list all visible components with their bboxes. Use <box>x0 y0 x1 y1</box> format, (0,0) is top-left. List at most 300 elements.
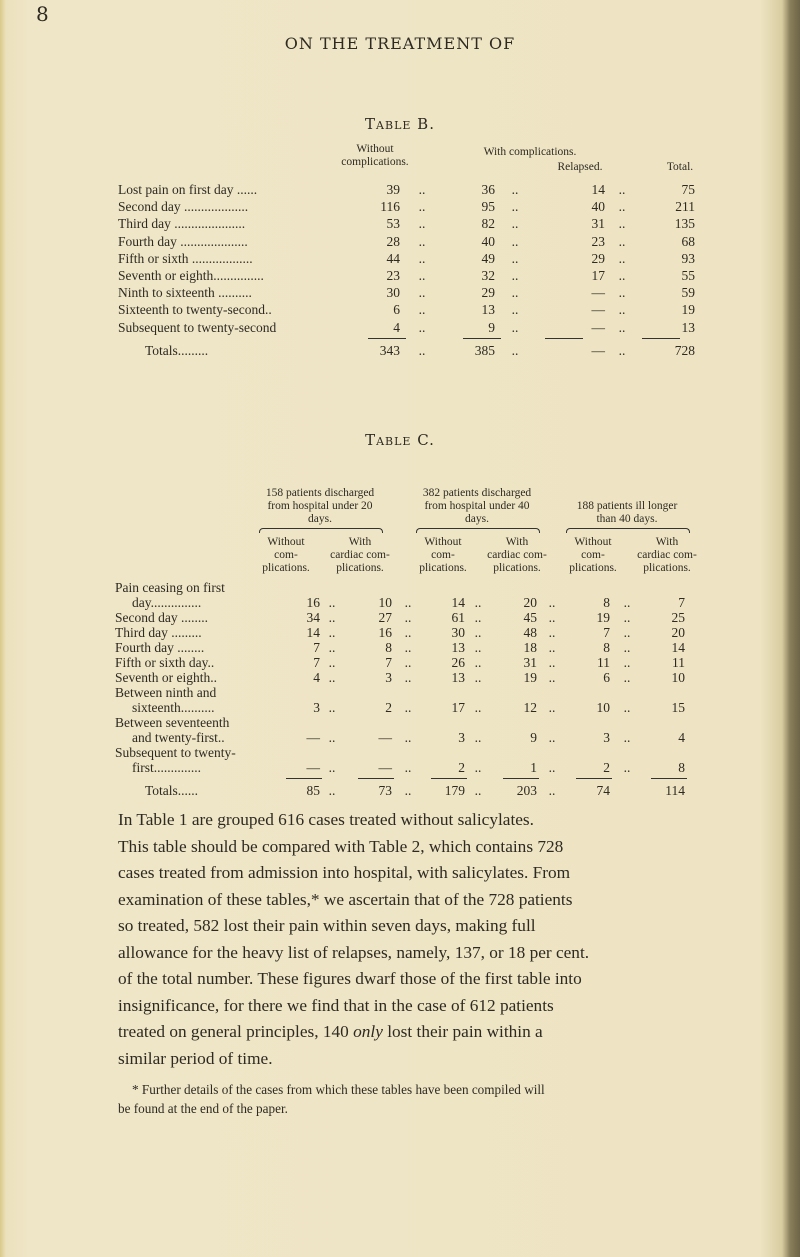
cell-value: 15 <box>671 700 685 715</box>
brace <box>566 528 690 533</box>
header-line: days. <box>465 513 489 525</box>
text-segment: lost their pain within a <box>382 1022 543 1041</box>
table-row <box>270 670 690 685</box>
leader-dots: .. <box>418 182 426 197</box>
cell-value: 3 <box>458 730 465 745</box>
brace <box>416 528 540 533</box>
total-rule <box>576 778 612 779</box>
cell-value: 16 <box>306 595 320 610</box>
subheader-with <box>323 536 397 575</box>
header-line: cardiac com- <box>487 549 547 561</box>
subheader-with <box>630 536 704 575</box>
row-label: Subsequent to twenty- <box>115 745 236 760</box>
row-label: Between seventeenth <box>115 715 230 730</box>
table-b-title: Table B. <box>365 115 435 133</box>
header-line: 382 patients discharged <box>422 487 532 499</box>
leader-dots: .. <box>548 760 556 775</box>
header-line: Without <box>574 536 612 548</box>
row-label-line <box>0 700 215 715</box>
header-line: plications. <box>643 562 691 574</box>
cell-value: 17 <box>451 700 465 715</box>
cell-value: 13 <box>681 319 695 335</box>
text-line: In Table 1 are grouped 616 cases treated without salicylates. <box>118 810 534 829</box>
leader-dots: .. <box>418 216 426 232</box>
row-label: Totals...... <box>145 783 199 798</box>
cell-value: 8 <box>603 595 610 610</box>
cell-value: 3 <box>313 700 320 715</box>
cell-value: 85 <box>306 783 320 798</box>
leader-dots: .. <box>328 595 336 610</box>
cell-value: 40 <box>591 199 605 215</box>
cell-value: 211 <box>675 199 695 215</box>
cell-value: 9 <box>488 319 495 335</box>
cell-value: 1 <box>530 760 537 775</box>
row-label-line <box>0 625 202 640</box>
row-label-line <box>0 715 230 730</box>
cell-value: — <box>591 343 605 358</box>
leader-dots: .. <box>548 595 556 610</box>
leader-dots: .. <box>511 199 519 215</box>
brace <box>259 528 383 533</box>
table-row <box>270 760 690 775</box>
leader-dots: .. <box>618 199 626 215</box>
leader-dots: .. <box>511 216 519 232</box>
row-label-line <box>0 655 215 670</box>
cell-value: 203 <box>516 783 537 798</box>
row-label-line <box>0 640 205 655</box>
cell-value: 7 <box>313 640 320 655</box>
cell-value: 12 <box>523 700 537 715</box>
leader-dots: .. <box>328 625 336 640</box>
header-line: cardiac com- <box>330 549 390 561</box>
leader-dots: .. <box>618 285 626 301</box>
row-label: Third day ..................... <box>118 216 246 232</box>
subheader-without <box>410 536 476 575</box>
cell-value: 7 <box>385 655 392 670</box>
leader-dots: .. <box>328 700 336 715</box>
cell-value: 14 <box>451 595 465 610</box>
header-line: complications. <box>341 156 409 168</box>
total-rule <box>503 778 539 779</box>
header-line: With <box>348 536 372 548</box>
row-label: sixteenth.......... <box>132 700 215 715</box>
page-number: 8 <box>36 2 49 26</box>
totals-row <box>0 343 800 358</box>
emphasis-text: only <box>353 1022 383 1041</box>
cell-value: 14 <box>671 640 685 655</box>
cell-value: 10 <box>671 670 685 685</box>
leader-dots: .. <box>548 700 556 715</box>
leader-dots: .. <box>474 783 482 798</box>
table-c-title: Table C. <box>365 431 435 449</box>
running-head: ON THE TREATMENT OF <box>284 34 516 53</box>
row-label: Fifth or sixth day.. <box>115 655 215 670</box>
cell-value: 13 <box>481 302 495 318</box>
leader-dots: .. <box>474 625 482 640</box>
header-without <box>330 143 420 169</box>
cell-value: 3 <box>385 670 392 685</box>
leader-dots: .. <box>404 625 412 640</box>
cell-value: 27 <box>378 610 392 625</box>
leader-dots: .. <box>623 610 631 625</box>
subheader-without <box>560 536 626 575</box>
leader-dots: .. <box>623 760 631 775</box>
leader-dots: .. <box>511 233 519 249</box>
cell-value: 7 <box>313 655 320 670</box>
header-line: plications. <box>419 562 467 574</box>
row-label-line <box>0 580 225 595</box>
cell-value: 93 <box>681 250 695 266</box>
cell-value: 32 <box>481 268 495 283</box>
leader-dots: .. <box>418 302 426 318</box>
table-row <box>0 216 800 231</box>
cell-value: 20 <box>671 625 685 640</box>
leader-dots: .. <box>511 319 519 335</box>
table-row <box>0 285 800 300</box>
row-label: Pain ceasing on first <box>115 580 225 595</box>
leader-dots: .. <box>418 250 426 266</box>
table-row <box>0 199 800 214</box>
cell-value: 18 <box>523 640 537 655</box>
leader-dots: .. <box>474 655 482 670</box>
leader-dots: .. <box>623 595 631 610</box>
cell-value: 73 <box>378 783 392 798</box>
text-line: This table should be compared with Table 2, which contains 728 <box>118 836 564 856</box>
cell-value: 14 <box>591 182 605 197</box>
leader-dots: .. <box>548 625 556 640</box>
row-label: Second day ........ <box>115 610 208 625</box>
group-header <box>245 487 395 526</box>
text-segment: treated on general principles, 140 <box>118 1022 354 1041</box>
header-line: Without <box>356 143 394 155</box>
cell-value: 45 <box>523 610 537 625</box>
table-row <box>270 655 690 670</box>
leader-dots: .. <box>548 783 556 798</box>
cell-value: 3 <box>603 730 610 745</box>
cell-value: 728 <box>674 343 695 358</box>
row-label: Sixteenth to twenty-second.. <box>118 302 272 318</box>
leader-dots: .. <box>623 700 631 715</box>
leader-dots: .. <box>548 670 556 685</box>
leader-dots: .. <box>404 760 412 775</box>
leader-dots: .. <box>474 760 482 775</box>
footnote <box>118 1080 545 1118</box>
header-with-complications: With complications. <box>483 146 577 158</box>
row-label: Totals......... <box>145 343 209 358</box>
leader-dots: .. <box>548 730 556 745</box>
leader-dots: .. <box>618 302 626 318</box>
header-line: from hospital under 20 <box>267 500 373 512</box>
header-line: com- <box>431 549 455 561</box>
leader-dots: .. <box>328 670 336 685</box>
cell-value: — <box>378 730 392 745</box>
total-rule <box>463 338 501 339</box>
leader-dots: .. <box>418 319 426 335</box>
leader-dots: .. <box>618 250 626 266</box>
footnote-line: * Further details of the cases from which these tables have been compiled will <box>132 1082 545 1097</box>
cell-value: 10 <box>378 595 392 610</box>
cell-value: 20 <box>523 595 537 610</box>
cell-value: 19 <box>681 302 695 318</box>
body-paragraph <box>118 807 778 1072</box>
cell-value: 2 <box>385 700 392 715</box>
cell-value: 61 <box>451 610 465 625</box>
header-line: com- <box>274 549 298 561</box>
cell-value: 8 <box>385 640 392 655</box>
cell-value: 7 <box>603 625 610 640</box>
cell-value: 135 <box>674 216 695 232</box>
cell-value: 11 <box>597 655 610 670</box>
row-label: Fourth day ........ <box>115 640 205 655</box>
cell-value: 23 <box>386 268 400 283</box>
table-row <box>0 234 800 249</box>
cell-value: 29 <box>591 250 605 266</box>
leader-dots: .. <box>418 343 426 358</box>
cell-value: 114 <box>665 783 685 798</box>
header-line: plications. <box>493 562 541 574</box>
leader-dots: .. <box>623 640 631 655</box>
cell-value: 6 <box>393 302 400 318</box>
cell-value: 2 <box>458 760 465 775</box>
cell-value: 8 <box>603 640 610 655</box>
row-label-line <box>0 595 202 610</box>
table-row <box>270 730 690 745</box>
cell-value: 95 <box>481 199 495 215</box>
header-line: 158 patients discharged <box>265 487 375 499</box>
leader-dots: .. <box>418 199 426 215</box>
leader-dots: .. <box>618 216 626 232</box>
text-line: so treated, 582 lost their pain within seven days, making full <box>118 916 536 935</box>
leader-dots: .. <box>404 610 412 625</box>
header-line: com- <box>581 549 605 561</box>
leader-dots: .. <box>418 268 426 283</box>
table-row <box>270 610 690 625</box>
cell-value: — <box>378 760 392 775</box>
table-row <box>0 320 800 335</box>
cell-value: 75 <box>681 182 695 197</box>
header-line: cardiac com- <box>637 549 697 561</box>
table-row <box>270 640 690 655</box>
text-line: insignificance, for there we find that in the case of 612 patients <box>118 995 554 1015</box>
row-label: Ninth to sixteenth .......... <box>118 285 252 301</box>
cell-value: 9 <box>530 730 537 745</box>
leader-dots: .. <box>511 182 519 197</box>
leader-dots: .. <box>404 595 412 610</box>
row-label-line <box>0 685 217 700</box>
cell-value: — <box>306 760 320 775</box>
cell-value: — <box>591 302 605 318</box>
header-line: With <box>655 536 679 548</box>
cell-value: 74 <box>596 783 610 798</box>
leader-dots: .. <box>328 730 336 745</box>
cell-value: 4 <box>393 319 400 335</box>
cell-value: 4 <box>678 730 685 745</box>
leader-dots: .. <box>404 640 412 655</box>
row-label-line <box>0 730 225 745</box>
cell-value: 13 <box>451 670 465 685</box>
cell-value: 31 <box>523 655 537 670</box>
leader-dots: .. <box>418 285 426 301</box>
header-total: Total. <box>666 161 694 173</box>
leader-dots: .. <box>511 285 519 301</box>
leader-dots: .. <box>548 610 556 625</box>
total-rule <box>286 778 322 779</box>
table-row <box>270 700 690 715</box>
group-header <box>402 487 552 526</box>
text-line: of the total number. These figures dwarf those of the first table into <box>118 969 582 988</box>
total-rule <box>368 338 406 339</box>
leader-dots: .. <box>474 700 482 715</box>
leader-dots: .. <box>328 760 336 775</box>
row-label: and twenty-first.. <box>132 730 225 745</box>
text-line: cases treated from admission into hospital, with salicylates. From <box>118 863 571 882</box>
header-line: plications. <box>336 562 384 574</box>
leader-dots: .. <box>474 670 482 685</box>
text-line: allowance for the heavy list of relapses, namely, 137, or 18 per cent. <box>118 942 590 962</box>
leader-dots: .. <box>328 655 336 670</box>
leader-dots: .. <box>404 700 412 715</box>
table-row <box>270 625 690 640</box>
leader-dots: .. <box>474 640 482 655</box>
leader-dots: .. <box>328 783 336 798</box>
cell-value: 8 <box>678 760 685 775</box>
leader-dots: .. <box>623 730 631 745</box>
header-line: plications. <box>569 562 617 574</box>
leader-dots: .. <box>618 319 626 335</box>
text-line: examination of these tables,* we ascertain that of the 728 patients <box>118 889 573 909</box>
cell-value: 82 <box>481 216 495 232</box>
group-header <box>552 500 702 526</box>
cell-value: 44 <box>386 250 400 266</box>
table-row <box>0 251 800 266</box>
leader-dots: .. <box>511 302 519 318</box>
footnote-line: be found at the end of the paper. <box>118 1101 288 1116</box>
leader-dots: .. <box>623 670 631 685</box>
row-label: Fourth day .................... <box>118 233 248 249</box>
leader-dots: .. <box>404 783 412 798</box>
cell-value: 39 <box>386 182 400 197</box>
row-label-line <box>0 670 217 685</box>
cell-value: 31 <box>591 216 605 232</box>
leader-dots: .. <box>623 655 631 670</box>
cell-value: 28 <box>386 233 400 249</box>
table-row <box>0 302 800 317</box>
leader-dots: .. <box>618 343 626 358</box>
header-line: 188 patients ill longer <box>576 500 678 512</box>
row-label: Third day ......... <box>115 625 202 640</box>
leader-dots: .. <box>474 730 482 745</box>
row-label-line <box>0 610 208 625</box>
leader-dots: .. <box>511 250 519 266</box>
header-relapsed: Relapsed. <box>557 161 603 173</box>
header-line: from hospital under 40 <box>424 500 530 512</box>
header-line: Without <box>267 536 305 548</box>
cell-value: 10 <box>596 700 610 715</box>
leader-dots: .. <box>418 233 426 249</box>
cell-value: 36 <box>481 182 495 197</box>
leader-dots: .. <box>404 730 412 745</box>
text-line <box>118 1019 778 1046</box>
row-label: first.............. <box>132 760 201 775</box>
total-rule <box>545 338 583 339</box>
cell-value: 30 <box>451 625 465 640</box>
leader-dots: .. <box>548 640 556 655</box>
cell-value: 19 <box>596 610 610 625</box>
cell-value: 4 <box>313 670 320 685</box>
cell-value: 11 <box>672 655 685 670</box>
leader-dots: .. <box>404 655 412 670</box>
cell-value: — <box>591 319 605 335</box>
cell-value: 53 <box>386 216 400 232</box>
cell-value: 13 <box>451 640 465 655</box>
cell-value: 55 <box>681 268 695 283</box>
leader-dots: .. <box>623 625 631 640</box>
row-label: day............... <box>132 595 202 610</box>
row-label: Seventh or eighth.. <box>115 670 217 685</box>
text-line: similar period of time. <box>118 1048 273 1068</box>
leader-dots: .. <box>404 670 412 685</box>
cell-value: 19 <box>523 670 537 685</box>
cell-value: — <box>591 285 605 301</box>
leader-dots: .. <box>328 640 336 655</box>
cell-value: 179 <box>444 783 465 798</box>
header-line: plications. <box>262 562 310 574</box>
row-label-line <box>0 760 201 775</box>
cell-value: 2 <box>603 760 610 775</box>
cell-value: 40 <box>481 233 495 249</box>
cell-value: 25 <box>671 610 685 625</box>
table-row <box>0 182 800 197</box>
header-line: With <box>505 536 529 548</box>
cell-value: 68 <box>681 233 695 249</box>
cell-value: 116 <box>380 199 400 215</box>
cell-value: 17 <box>591 268 605 283</box>
cell-value: 23 <box>591 233 605 249</box>
subheader-with <box>480 536 554 575</box>
total-rule <box>651 778 687 779</box>
row-label: Lost pain on first day ...... <box>118 182 258 197</box>
cell-value: 7 <box>678 595 685 610</box>
table-row <box>270 595 690 610</box>
total-rule <box>358 778 394 779</box>
totals-row <box>0 783 800 798</box>
row-label: Fifth or sixth .................. <box>118 250 253 266</box>
cell-value: 30 <box>386 285 400 301</box>
leader-dots: .. <box>618 268 626 283</box>
leader-dots: .. <box>548 655 556 670</box>
total-rule <box>431 778 467 779</box>
cell-value: — <box>306 730 320 745</box>
cell-value: 16 <box>378 625 392 640</box>
header-line: Without <box>424 536 462 548</box>
leader-dots: .. <box>511 343 519 358</box>
cell-value: 385 <box>474 343 495 358</box>
header-line: days. <box>308 513 332 525</box>
header-line: than 40 days. <box>596 513 658 525</box>
cell-value: 59 <box>681 285 695 301</box>
cell-value: 48 <box>523 625 537 640</box>
leader-dots: .. <box>618 233 626 249</box>
leader-dots: .. <box>618 182 626 197</box>
cell-value: 49 <box>481 250 495 266</box>
cell-value: 6 <box>603 670 610 685</box>
row-label-line <box>0 745 236 760</box>
row-label: Between ninth and <box>115 685 217 700</box>
row-label: Seventh or eighth............... <box>118 268 264 283</box>
leader-dots: .. <box>328 610 336 625</box>
leader-dots: .. <box>511 268 519 283</box>
leader-dots: .. <box>474 610 482 625</box>
